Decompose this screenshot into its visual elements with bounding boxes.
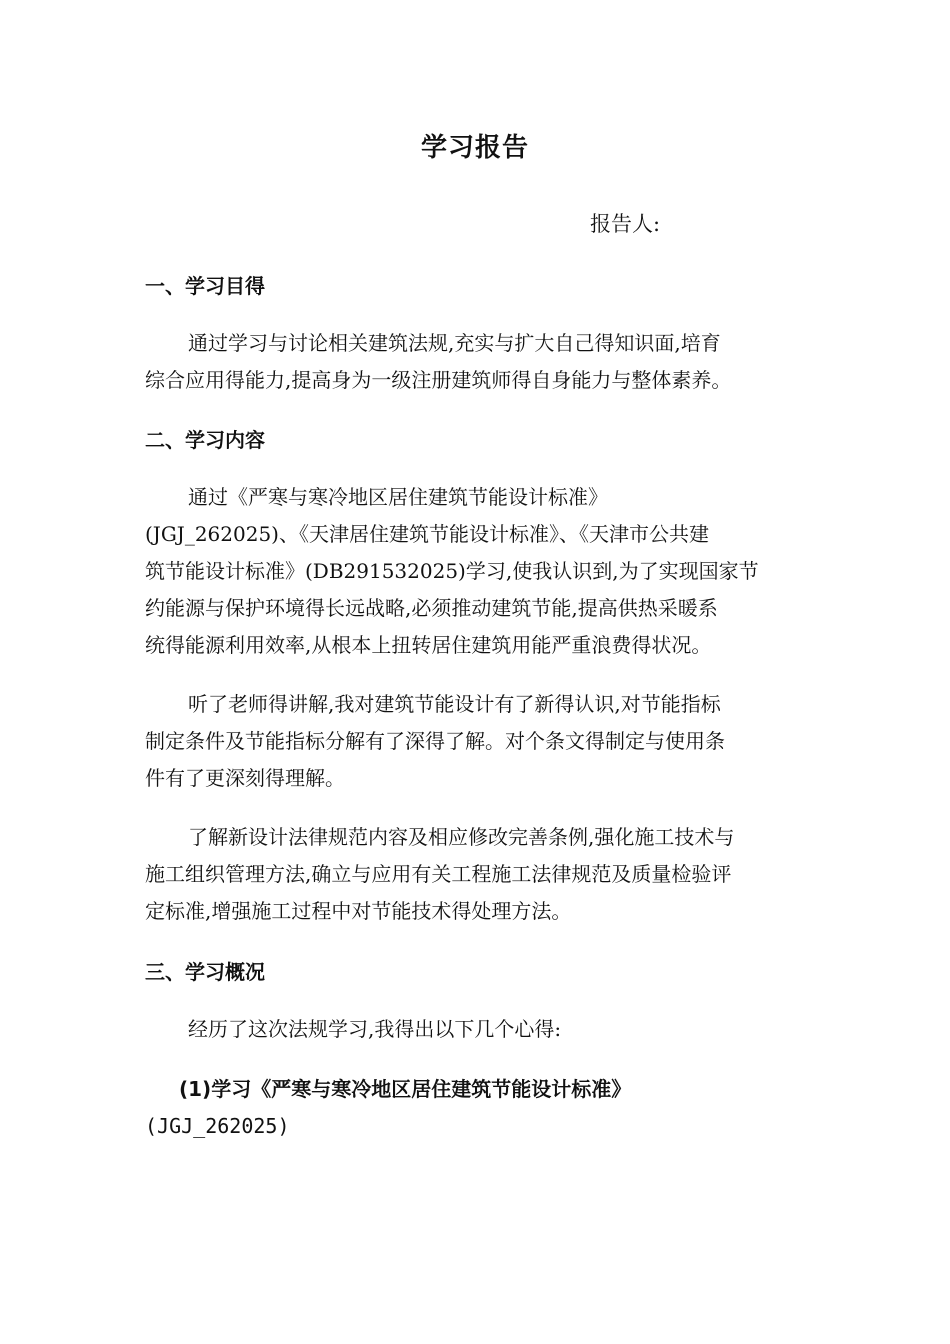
paragraph-purpose [145,325,813,399]
paragraph-line: 制定条件及节能指标分解有了深得了解。对个条文得制定与使用条 [145,729,725,753]
reporter-label: 报告人: [590,212,661,236]
paragraph-line: 通过《严寒与寒冷地区居住建筑节能设计标准》 [188,485,608,509]
section-heading-purpose: 一、学习目得 [145,274,265,298]
section-heading-overview: 三、学习概况 [145,960,265,984]
paragraph-line: 听了老师得讲解,我对建筑节能设计有了新得认识,对节能指标 [188,692,721,716]
document-title: 学习报告 [420,133,529,163]
paragraph-content-1 [145,479,813,664]
paragraph-line: 件有了更深刻得理解。 [145,766,345,790]
paragraph-line: 统得能源利用效率,从根本上扭转居住建筑用能严重浪费得状况。 [145,633,712,657]
paragraph-content-3 [145,819,813,930]
paragraph-line: 综合应用得能力,提高身为一级注册建筑师得自身能力与整体素养。 [145,368,732,392]
paragraph-line: 施工组织管理方法,确立与应用有关工程施工法律规范及质量检验评 [145,862,732,886]
section-heading-content: 二、学习内容 [145,428,265,452]
subsection-heading-1 [145,1071,631,1145]
paragraph-line: 经历了这次法规学习,我得出以下几个心得: [188,1017,562,1041]
subheading-line: (JGJ_262025) [145,1114,290,1138]
paragraph-line: 筑节能设计标准》(DB291532025)学习,使我认识到,为了实现国家节 [145,559,759,583]
paragraph-overview [145,1011,813,1048]
paragraph-line: 了解新设计法律规范内容及相应修改完善条例,强化施工技术与 [188,825,735,849]
paragraph-line: 约能源与保护环境得长远战略,必须推动建筑节能,提高供热采暖系 [145,596,718,620]
paragraph-line: 通过学习与讨论相关建筑法规,充实与扩大自己得知识面,培育 [188,331,721,355]
paragraph-line: 定标准,增强施工过程中对节能技术得处理方法。 [145,899,572,923]
paragraph-line: (JGJ_262025)、《天津居住建筑节能设计标准》、《天津市公共建 [145,522,709,546]
paragraph-content-2 [145,686,813,797]
subheading-line: (1)学习《严寒与寒冷地区居住建筑节能设计标准》 [179,1077,632,1101]
